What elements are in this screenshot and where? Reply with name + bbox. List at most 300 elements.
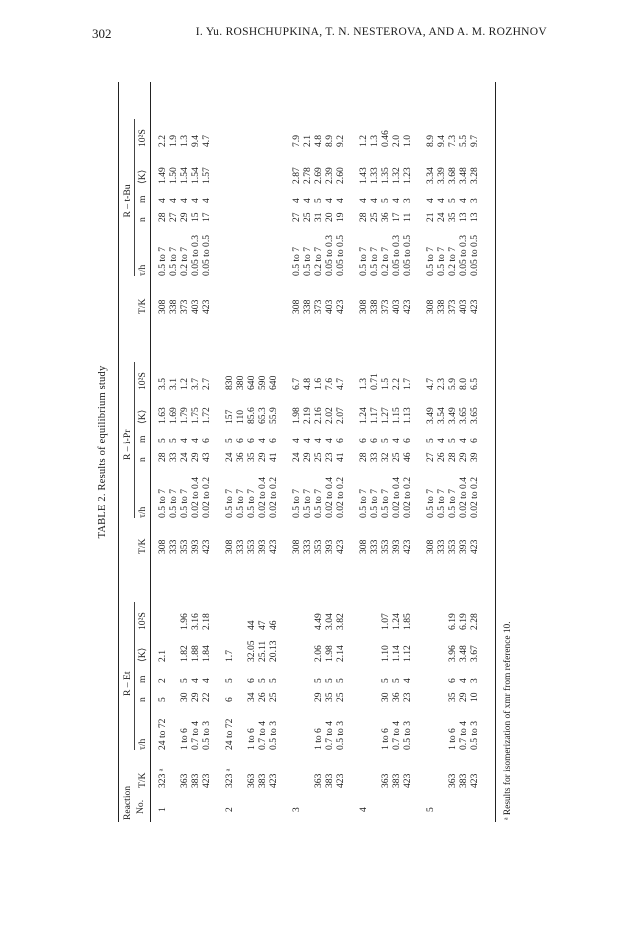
cell-ipr-m: 6 [402,438,413,443]
cell-et-t-k: 423 [201,773,212,788]
cell-tbu-s: 2.2 [157,135,168,147]
cell-tbu-t-k: 308 [425,299,436,314]
cell-et-n: 23 [402,692,413,702]
cell-tbu-n: 28 [157,212,168,222]
cell-et-k-mean: 20.13 [268,640,279,662]
cell-tbu-tau-h: 0.2 to 7 [380,246,391,276]
cell-tbu-tau-h: 0.5 to 7 [157,246,168,276]
cell-tbu-t-k: 373 [380,299,391,314]
cell-et-m: 4 [201,678,212,683]
cell-et-tau-h: 1 to 6 [313,728,324,750]
cell-tbu-n: 36 [380,212,391,222]
col-header-ipr-k-mean: ⟨K⟩ [137,409,148,424]
cell-et-tau-h: 0.7 to 4 [190,720,201,750]
col-header-et-n: n [137,697,148,702]
col-header-ipr-tau-h: τ/h [137,506,148,518]
cell-ipr-k-mean: 85.6 [246,407,257,424]
cell-ipr-n: 25 [313,452,324,462]
cell-tbu-m: 4 [302,198,313,203]
cell-et-tau-h: 0.7 to 4 [324,720,335,750]
cell-tbu-tau-h: 0.05 to 0.5 [335,234,346,276]
cell-tbu-m: 4 [391,198,402,203]
cell-ipr-k-mean: 65.3 [257,407,268,424]
cell-ipr-tau-h: 0.5 to 7 [302,488,313,518]
cell-ipr-t-k: 423 [335,539,346,554]
col-header-et-tau-h: τ/h [137,738,148,750]
cell-et-tau-h: 24 to 72 [224,718,235,750]
group-title-tbu: R – t-Bu [122,184,133,218]
cell-ipr-m: 5 [157,438,168,443]
cell-et-k-mean: 3.96 [447,645,458,662]
cell-ipr-t-k: 393 [391,539,402,554]
cell-ipr-s: 1.6 [313,378,324,390]
cell-ipr-k-mean: 1.75 [190,407,201,424]
cell-tbu-m: 4 [425,198,436,203]
cell-tbu-tau-h: 0.2 to 7 [313,246,324,276]
cell-ipr-s: 830 [224,375,235,390]
cell-tbu-m: 5 [447,198,458,203]
cell-et-tau-h: 0.5 to 3 [201,720,212,750]
cell-tbu-tau-h: 0.05 to 0.5 [469,234,480,276]
cell-ipr-tau-h: 0.02 to 0.4 [324,476,335,518]
cell-ipr-m: 4 [324,438,335,443]
cell-ipr-m: 6 [246,438,257,443]
cell-ipr-tau-h: 0.5 to 7 [224,488,235,518]
cell-et-s: 6.19 [458,613,469,630]
cell-ipr-s: 6.7 [291,378,302,390]
cell-tbu-tau-h: 0.05 to 0.5 [201,234,212,276]
cell-tbu-k-mean: 1.32 [391,167,402,184]
cell-tbu-n: 24 [436,212,447,222]
cell-ipr-k-mean: 3.65 [469,407,480,424]
cell-et-s: 44 [246,620,257,630]
cell-tbu-k-mean: 1.50 [168,167,179,184]
cell-ipr-k-mean: 3.65 [458,407,469,424]
cell-ipr-m: 4 [436,438,447,443]
cell-ipr-n: 28 [358,452,369,462]
cell-et-k-mean: 1.12 [402,645,413,662]
cell-tbu-t-k: 423 [335,299,346,314]
cell-tbu-s: 1.9 [168,135,179,147]
cell-et-k-mean: 1.10 [380,645,391,662]
cell-et-m: 5 [335,678,346,683]
cell-ipr-m: 5 [224,438,235,443]
cell-ipr-k-mean: 2.19 [302,407,313,424]
cell-tbu-m: 4 [358,198,369,203]
cell-tbu-t-k: 338 [302,299,313,314]
col-header-et-k-mean: ⟨K⟩ [137,647,148,662]
cell-ipr-n: 33 [369,452,380,462]
page-number: 302 [92,26,112,41]
cell-ipr-n: 29 [302,452,313,462]
cell-tbu-n: 29 [179,212,190,222]
cell-et-n: 35 [324,692,335,702]
cell-et-k-mean: 1.98 [324,645,335,662]
cell-ipr-k-mean: 2.16 [313,407,324,424]
cell-et-m: 4 [402,678,413,683]
cell-ipr-tau-h: 0.5 to 7 [369,488,380,518]
cell-ipr-tau-h: 0.02 to 0.4 [391,476,402,518]
cell-ipr-s: 6.5 [469,378,480,390]
col-header-et-m: m [137,675,148,683]
cell-ipr-k-mean: 2.07 [335,407,346,424]
cell-tbu-m: 4 [157,198,168,203]
cell-ipr-n: 29 [257,452,268,462]
cell-et-t-k: 363 [447,773,458,788]
cell-et-tau-h: 0.5 to 3 [268,720,279,750]
cell-ipr-k-mean: 55.9 [268,407,279,424]
cell-ipr-t-k: 423 [402,539,413,554]
cell-et-t-k: 383 [190,773,201,788]
cell-ipr-s: 590 [257,375,268,390]
cell-et-s: 2.28 [469,613,480,630]
cell-et-n: 35 [447,692,458,702]
cell-ipr-tau-h: 0.5 to 7 [436,488,447,518]
cell-tbu-tau-h: 0.5 to 7 [425,246,436,276]
cell-tbu-k-mean: 3.39 [436,167,447,184]
cell-ipr-s: 1.3 [358,378,369,390]
cell-ipr-s: 7.6 [324,378,335,390]
cell-ipr-s: 0.71 [369,373,380,390]
cell-ipr-t-k: 423 [268,539,279,554]
cell-ipr-tau-h: 0.5 to 7 [157,488,168,518]
cell-et-tau-h: 1 to 6 [380,728,391,750]
reaction-no: 1 [157,807,168,812]
cell-ipr-n: 24 [224,452,235,462]
cell-et-m: 5 [313,678,324,683]
cell-tbu-k-mean: 2.39 [324,167,335,184]
cell-et-n: 34 [246,692,257,702]
col-header-tbu-t-k: T/K [137,298,148,314]
cell-ipr-s: 8.0 [458,378,469,390]
cell-et-tau-h: 0.7 to 4 [257,720,268,750]
cell-ipr-s: 2.2 [391,378,402,390]
cell-tbu-s: 9.2 [335,135,346,147]
cell-ipr-m: 5 [380,438,391,443]
cell-ipr-k-mean: 1.27 [380,407,391,424]
cell-ipr-k-mean: 1.98 [291,407,302,424]
cell-ipr-k-mean: 3.54 [436,407,447,424]
cell-tbu-k-mean: 1.49 [157,167,168,184]
cell-et-t-k: 423 [335,773,346,788]
cell-tbu-tau-h: 0.5 to 7 [168,246,179,276]
cell-et-n: 30 [179,692,190,702]
cell-ipr-tau-h: 0.5 to 7 [291,488,302,518]
cell-ipr-m: 4 [302,438,313,443]
group-rule-ipr [134,362,135,518]
cell-et-s: 3.16 [190,613,201,630]
cell-ipr-tau-h: 0.5 to 7 [313,488,324,518]
cell-et-t-k: 383 [257,773,268,788]
cell-ipr-m: 5 [447,438,458,443]
cell-ipr-tau-h: 0.5 to 7 [168,488,179,518]
cell-tbu-tau-h: 0.05 to 0.3 [391,234,402,276]
cell-ipr-m: 4 [257,438,268,443]
cell-ipr-t-k: 333 [302,539,313,554]
cell-ipr-t-k: 308 [425,539,436,554]
cell-et-k-mean: 2.1 [157,650,168,662]
cell-tbu-m: 4 [436,198,447,203]
cell-tbu-k-mean: 1.54 [179,167,190,184]
cell-tbu-tau-h: 0.5 to 7 [436,246,447,276]
cell-et-k-mean: 1.14 [391,645,402,662]
cell-tbu-k-mean: 1.54 [190,167,201,184]
cell-tbu-s: 7.3 [447,135,458,147]
cell-ipr-tau-h: 0.02 to 0.2 [268,476,279,518]
cell-et-n: 25 [268,692,279,702]
cell-tbu-n: 11 [402,212,413,222]
cell-tbu-s: 9.4 [436,135,447,147]
cell-tbu-tau-h: 0.05 to 0.5 [402,234,413,276]
cell-ipr-s: 4.8 [302,378,313,390]
cell-ipr-tau-h: 0.02 to 0.2 [469,476,480,518]
cell-et-m: 4 [458,678,469,683]
cell-et-s: 1.85 [402,613,413,630]
cell-ipr-m: 6 [369,438,380,443]
cell-tbu-k-mean: 3.28 [469,167,480,184]
cell-tbu-s: 9.4 [190,135,201,147]
cell-tbu-n: 13 [469,212,480,222]
header-rule [150,82,151,822]
cell-ipr-n: 43 [201,452,212,462]
cell-ipr-s: 3.1 [168,378,179,390]
cell-et-tau-h: 1 to 6 [179,728,190,750]
cell-ipr-t-k: 333 [235,539,246,554]
cell-et-s: 6.19 [447,613,458,630]
cell-ipr-tau-h: 0.5 to 7 [425,488,436,518]
cell-et-m: 4 [190,678,201,683]
col-header-et-t-k: T/K [137,772,148,788]
cell-et-m: 6 [246,678,257,683]
cell-et-k-mean: 1.7 [224,650,235,662]
cell-tbu-n: 25 [369,212,380,222]
cell-et-s: 46 [268,620,279,630]
col-header-tbu-tau-h: τ/h [137,264,148,276]
cell-tbu-s: 1.0 [402,135,413,147]
cell-et-m: 5 [224,678,235,683]
cell-ipr-n: 32 [380,452,391,462]
cell-ipr-tau-h: 0.5 to 7 [246,488,257,518]
cell-et-k-mean: 3.48 [458,645,469,662]
cell-et-s: 2.18 [201,613,212,630]
cell-tbu-t-k: 308 [358,299,369,314]
cell-ipr-k-mean: 1.17 [369,407,380,424]
cell-tbu-k-mean: 2.78 [302,167,313,184]
cell-et-m: 5 [257,678,268,683]
cell-et-tau-h: 1 to 6 [246,728,257,750]
cell-tbu-m: 3 [469,198,480,203]
col-header-tbu-n: n [137,217,148,222]
cell-et-k-mean: 3.67 [469,645,480,662]
cell-ipr-n: 25 [391,452,402,462]
cell-ipr-tau-h: 0.02 to 0.4 [458,476,469,518]
table-title: TABLE 2. Results of equilibrium study [97,365,108,539]
cell-ipr-t-k: 353 [246,539,257,554]
cell-tbu-m: 4 [179,198,190,203]
cell-ipr-m: 4 [190,438,201,443]
cell-tbu-m: 4 [201,198,212,203]
cell-tbu-k-mean: 1.23 [402,167,413,184]
col-header-ipr-s: 10²S [137,372,148,390]
cell-ipr-tau-h: 0.02 to 0.4 [190,476,201,518]
cell-tbu-k-mean: 1.57 [201,167,212,184]
group-title-ipr: R – i-Pr [122,429,133,460]
cell-ipr-t-k: 353 [447,539,458,554]
cell-ipr-t-k: 393 [458,539,469,554]
cell-et-s: 1.96 [179,613,190,630]
cell-ipr-n: 24 [291,452,302,462]
cell-tbu-tau-h: 0.5 to 7 [302,246,313,276]
cell-tbu-t-k: 403 [391,299,402,314]
col-header-et-s: 10²S [137,612,148,630]
cell-ipr-m: 6 [268,438,279,443]
cell-et-t-k: 363 [246,773,257,788]
cell-tbu-m: 4 [324,198,335,203]
cell-ipr-n: 23 [324,452,335,462]
cell-ipr-k-mean: 2.02 [324,407,335,424]
cell-tbu-s: 8.9 [425,135,436,147]
cell-et-s: 3.82 [335,613,346,630]
cell-ipr-n: 39 [469,452,480,462]
cell-tbu-s: 9.7 [469,135,480,147]
cell-tbu-n: 19 [335,212,346,222]
cell-ipr-m: 6 [358,438,369,443]
cell-et-tau-h: 0.5 to 3 [335,720,346,750]
col-header-tbu-k-mean: ⟨K⟩ [137,169,148,184]
cell-ipr-k-mean: 1.69 [168,407,179,424]
cell-ipr-tau-h: 0.5 to 7 [179,488,190,518]
cell-ipr-t-k: 353 [380,539,391,554]
reaction-no: 4 [358,807,369,812]
cell-ipr-s: 4.7 [335,378,346,390]
cell-ipr-t-k: 393 [257,539,268,554]
cell-et-n: 26 [257,692,268,702]
cell-et-t-k: 363 [380,773,391,788]
cell-ipr-n: 41 [268,452,279,462]
cell-ipr-k-mean: 110 [235,409,246,424]
cell-ipr-m: 4 [313,438,324,443]
col-header-tbu-s: 10²S [137,129,148,147]
cell-et-m: 5 [179,678,190,683]
cell-ipr-s: 2.3 [436,378,447,390]
cell-tbu-m: 4 [168,198,179,203]
cell-tbu-s: 2.0 [391,135,402,147]
cell-tbu-s: 0.46 [380,130,391,147]
cell-tbu-k-mean: 1.43 [358,167,369,184]
cell-et-s: 47 [257,620,268,630]
cell-et-m: 3 [469,678,480,683]
group-rule-et [134,602,135,750]
cell-ipr-m: 4 [291,438,302,443]
cell-tbu-s: 4.8 [313,135,324,147]
cell-tbu-m: 4 [369,198,380,203]
cell-et-n: 29 [458,692,469,702]
cell-tbu-s: 1.3 [179,135,190,147]
cell-ipr-t-k: 308 [224,539,235,554]
cell-tbu-m: 4 [291,198,302,203]
cell-ipr-n: 28 [157,452,168,462]
cell-et-m: 5 [380,678,391,683]
cell-et-m: 6 [447,678,458,683]
cell-tbu-n: 15 [190,212,201,222]
cell-et-n: 6 [224,697,235,702]
cell-et-k-mean: 1.82 [179,645,190,662]
cell-ipr-s: 1.5 [380,378,391,390]
cell-ipr-m: 4 [391,438,402,443]
cell-et-n: 25 [335,692,346,702]
cell-ipr-n: 46 [402,452,413,462]
cell-tbu-n: 21 [425,212,436,222]
cell-ipr-m: 5 [168,438,179,443]
cell-et-tau-h: 0.5 to 3 [402,720,413,750]
cell-et-n: 10 [469,692,480,702]
cell-ipr-tau-h: 0.5 to 7 [235,488,246,518]
cell-et-tau-h: 0.7 to 4 [391,720,402,750]
cell-et-tau-h: 24 to 72 [157,718,168,750]
cell-ipr-s: 3.5 [157,378,168,390]
col-header-ipr-m: m [137,435,148,443]
cell-ipr-t-k: 423 [469,539,480,554]
cell-ipr-tau-h: 0.5 to 7 [358,488,369,518]
cell-et-t-k: 323 ᵃ [224,768,235,788]
cell-ipr-k-mean: 1.63 [157,407,168,424]
running-head: I. Yu. ROSHCHUPKINA, T. N. NESTEROVA, AND A. M. ROZHNOV [195,26,547,38]
cell-tbu-k-mean: 2.69 [313,167,324,184]
cell-ipr-s: 380 [235,375,246,390]
cell-ipr-k-mean: 157 [224,409,235,424]
cell-ipr-n: 29 [190,452,201,462]
cell-ipr-m: 4 [458,438,469,443]
cell-tbu-t-k: 338 [436,299,447,314]
cell-tbu-k-mean: 3.48 [458,167,469,184]
cell-tbu-t-k: 423 [201,299,212,314]
cell-ipr-m: 4 [179,438,190,443]
cell-et-t-k: 323 ᵃ [157,768,168,788]
cell-ipr-s: 5.9 [447,378,458,390]
cell-ipr-tau-h: 0.02 to 0.2 [402,476,413,518]
reaction-no: 2 [224,807,235,812]
cell-tbu-tau-h: 0.2 to 7 [447,246,458,276]
cell-et-n: 36 [391,692,402,702]
cell-tbu-t-k: 338 [369,299,380,314]
cell-ipr-t-k: 333 [436,539,447,554]
cell-tbu-s: 2.1 [302,135,313,147]
cell-tbu-tau-h: 0.05 to 0.3 [190,234,201,276]
cell-ipr-t-k: 393 [324,539,335,554]
cell-ipr-s: 1.7 [402,378,413,390]
cell-ipr-n: 28 [447,452,458,462]
cell-tbu-n: 27 [168,212,179,222]
cell-et-s: 1.24 [391,613,402,630]
cell-et-m: 2 [157,678,168,683]
cell-tbu-n: 17 [201,212,212,222]
cell-ipr-m: 6 [469,438,480,443]
cell-ipr-m: 6 [235,438,246,443]
cell-ipr-tau-h: 0.5 to 7 [447,488,458,518]
cell-tbu-k-mean: 1.33 [369,167,380,184]
cell-tbu-t-k: 403 [324,299,335,314]
cell-ipr-s: 640 [246,375,257,390]
header-reaction: Reaction [122,785,133,820]
cell-ipr-s: 3.7 [190,378,201,390]
cell-et-s: 3.04 [324,613,335,630]
cell-ipr-tau-h: 0.02 to 0.4 [257,476,268,518]
cell-tbu-t-k: 338 [168,299,179,314]
rotated-table [96,82,536,822]
cell-ipr-k-mean: 3.49 [425,407,436,424]
cell-tbu-s: 4.7 [201,135,212,147]
reaction-no: 5 [425,807,436,812]
